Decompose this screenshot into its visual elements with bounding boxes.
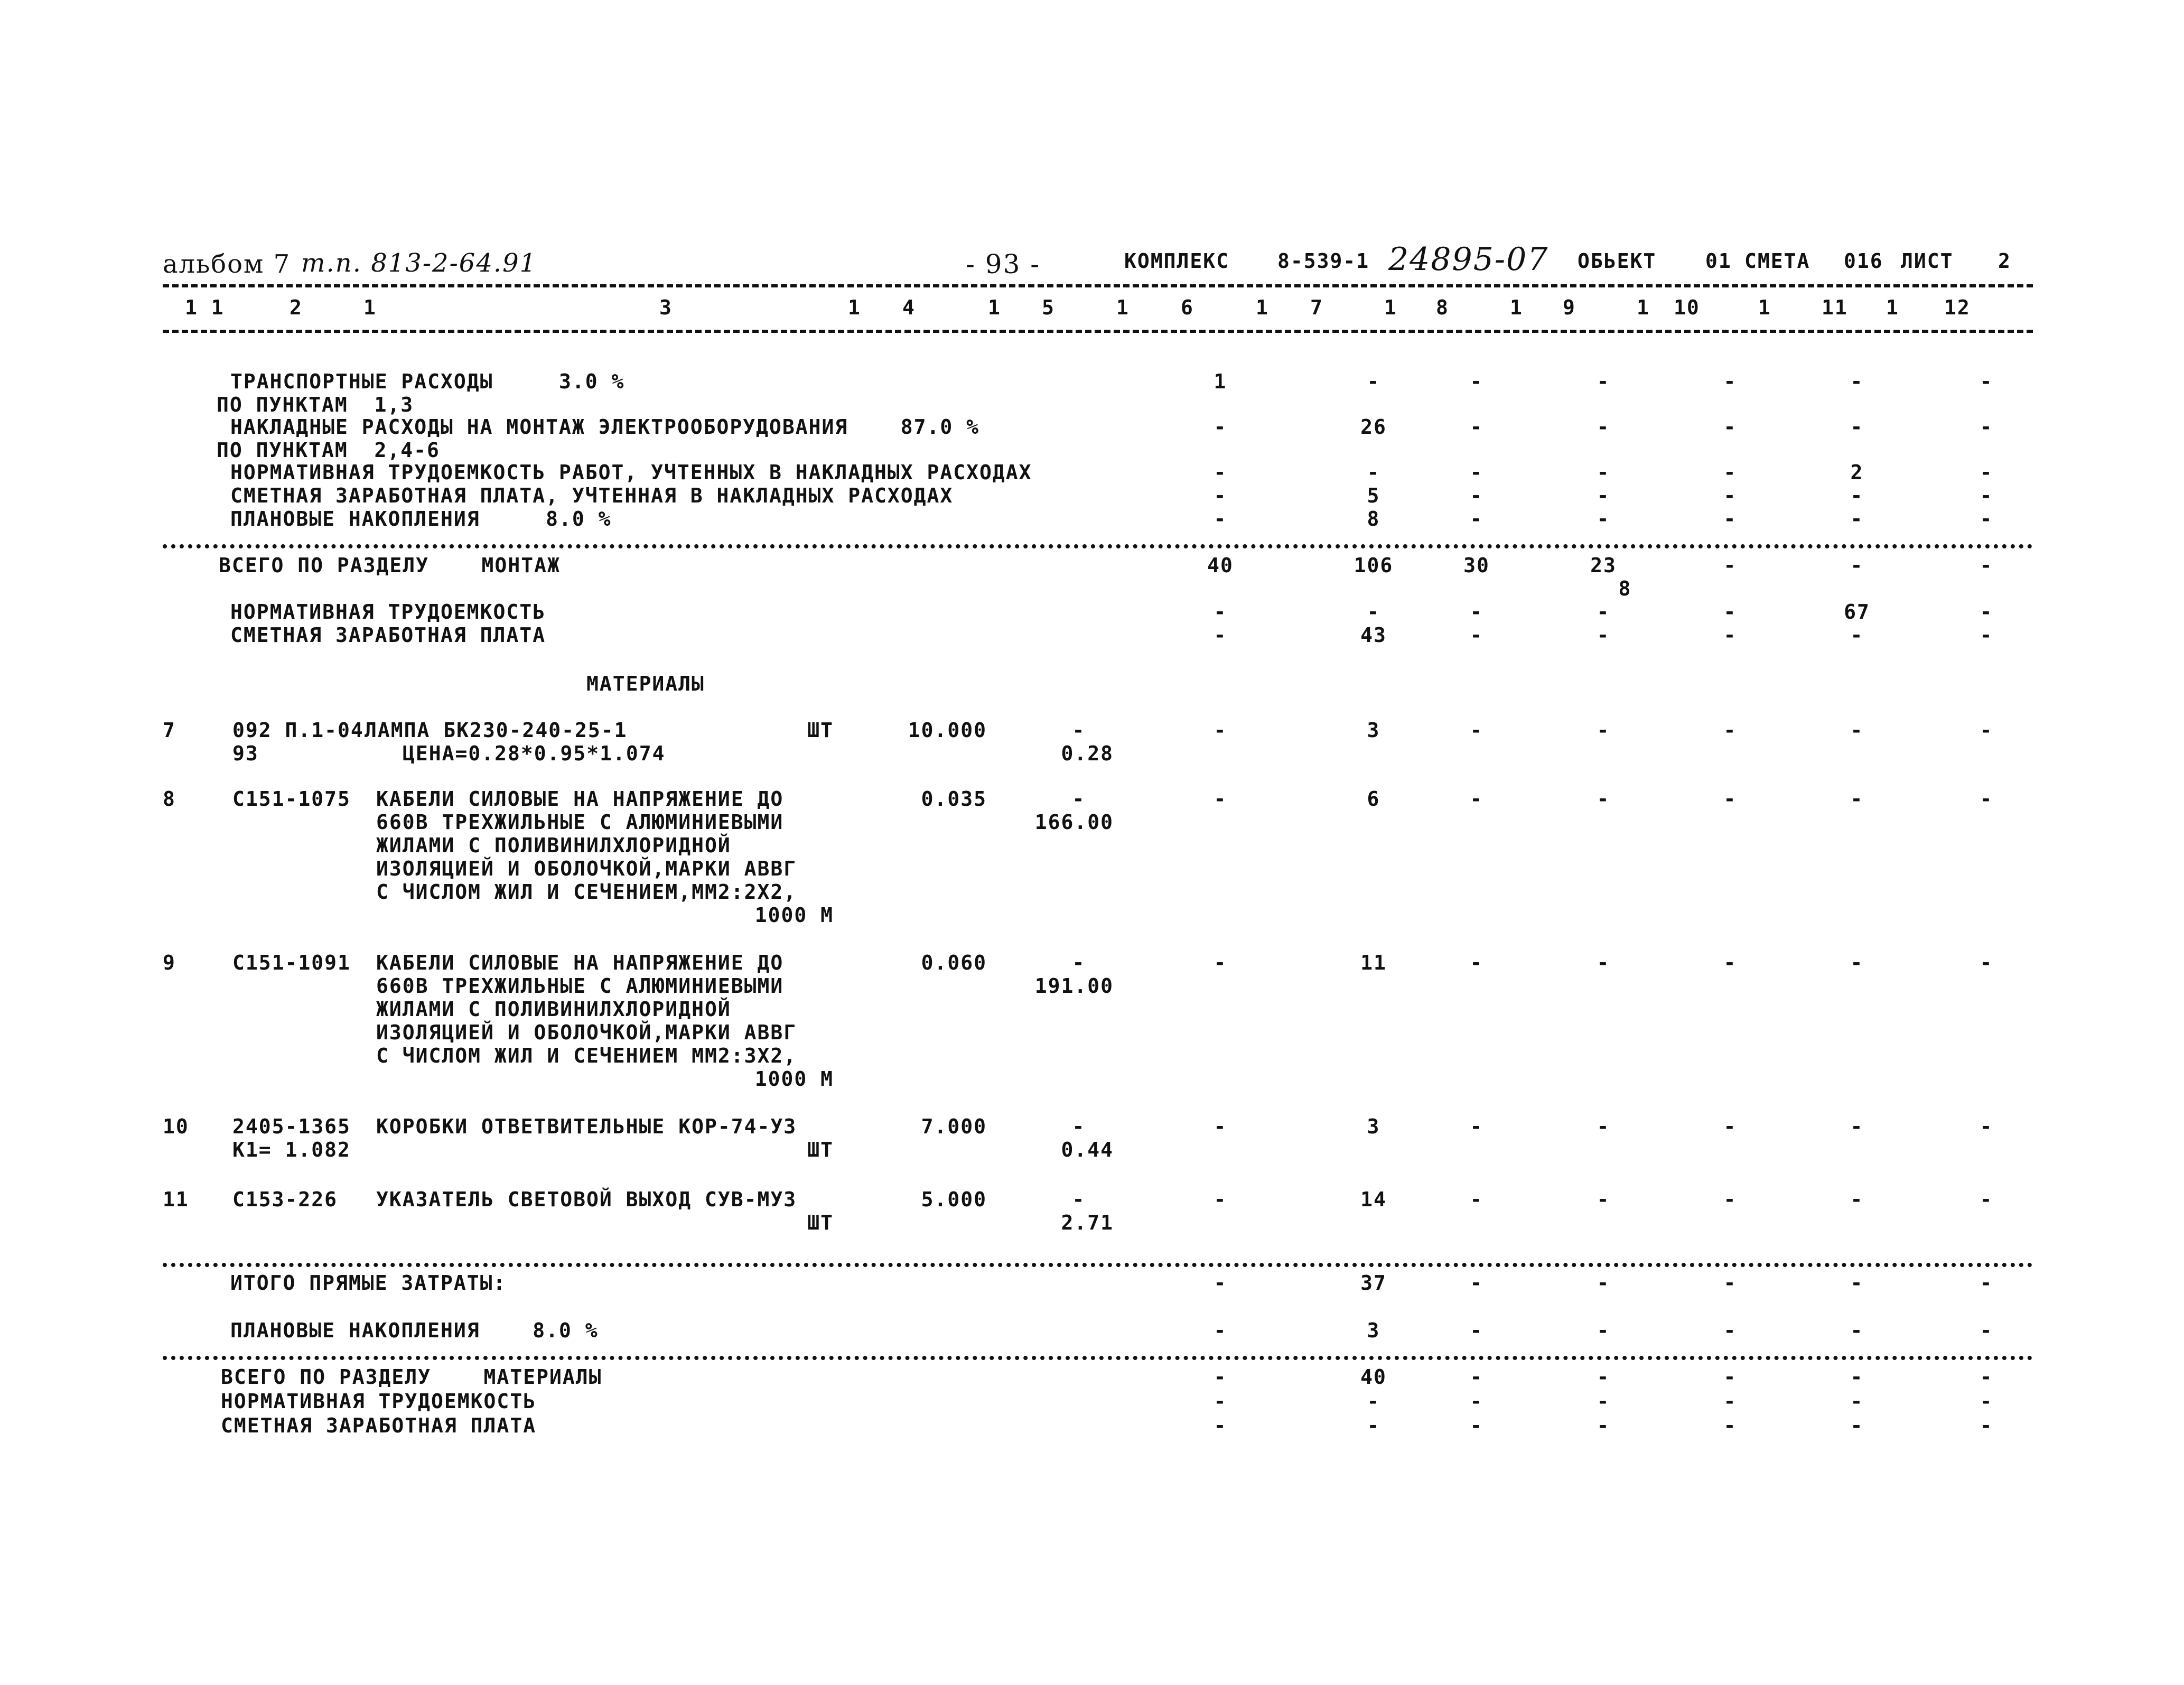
section1-row-1-c11: - — [1850, 370, 1864, 393]
item-10-price: 0.44 — [1061, 1138, 1114, 1161]
section1-total-rule — [163, 544, 2033, 548]
item-11-c8: - — [1470, 1188, 1483, 1211]
section1-row-1-c8: - — [1470, 370, 1483, 393]
section1-row-6: СМЕТНАЯ ЗАРАБОТНАЯ ПЛАТА, УЧТЕННАЯ В НАКЛАДНЫХ РАСХОДАХ — [230, 484, 954, 507]
section2-total-row-2-c6: - — [1214, 1390, 1227, 1413]
section1-extra-row-2-c11: - — [1850, 623, 1864, 647]
section2-total-row-3-c10: - — [1723, 1414, 1737, 1437]
item-8-c9: - — [1597, 787, 1610, 811]
section1-row-6-c11: - — [1850, 484, 1864, 507]
column-header-11: 1 — [1256, 296, 1269, 319]
column-header-1: 1 1 — [185, 296, 225, 319]
planned-savings-c12: - — [1980, 1319, 1993, 1342]
item-11-price-dash: - — [1072, 1188, 1086, 1211]
section1-row-7-c11: - — [1850, 507, 1864, 530]
item-7-c12: - — [1980, 719, 1993, 742]
section1-row-1-c12: - — [1980, 370, 1993, 393]
item-7-unit: ШТ — [807, 719, 834, 742]
sheet-number: 2 — [1998, 249, 2011, 273]
section1-row-5-c11: 2 — [1850, 461, 1864, 484]
item-8-c8: - — [1470, 787, 1483, 811]
direct-costs-c9: - — [1597, 1271, 1610, 1295]
item-9-c12: - — [1980, 951, 1993, 974]
item-7-c11: - — [1850, 719, 1864, 742]
direct-costs-c12: - — [1980, 1271, 1993, 1295]
section1-row-3-c6: - — [1214, 415, 1227, 439]
album-prefix: альбом 7 — [163, 249, 291, 279]
item-9-desc-line-4: ИЗОЛЯЦИЕЙ И ОБОЛОЧКОЙ,МАРКИ АВВГ — [376, 1021, 797, 1044]
item-7-desc-line-extra: ЦЕНА=0.28*0.95*1.074 — [403, 742, 666, 765]
item-10-code-line-2: К1= 1.082 — [232, 1138, 351, 1161]
section1-row-1-c7: - — [1367, 370, 1380, 393]
section1-row-3-c7: 26 — [1360, 415, 1387, 439]
section1-row-6-c6: - — [1214, 484, 1227, 507]
column-header-17: 1 — [1637, 296, 1650, 319]
direct-costs-c8: - — [1470, 1271, 1483, 1295]
section1-row-3-c10: - — [1723, 415, 1737, 439]
section1-row-1-c10: - — [1723, 370, 1737, 393]
column-header-8: 5 — [1042, 296, 1055, 319]
item-10-c9: - — [1597, 1115, 1610, 1138]
column-header-20: 11 — [1822, 296, 1848, 319]
complex-code: 8-539-1 — [1277, 249, 1370, 273]
section2-total-row-1-c8: - — [1470, 1365, 1483, 1389]
planned-savings-c6: - — [1214, 1319, 1227, 1342]
section1-total-c11: - — [1850, 554, 1864, 577]
item-9-c8: - — [1470, 951, 1483, 974]
section1-row-7-c8: - — [1470, 507, 1483, 530]
section1-extra-row-1-c7: - — [1367, 600, 1380, 623]
item-9-c6: - — [1214, 951, 1227, 974]
item-11-desc-line-1: УКАЗАТЕЛЬ СВЕТОВОЙ ВЫХОД СУВ-МУ3 — [376, 1188, 797, 1211]
planned-savings-c8: - — [1470, 1319, 1483, 1342]
column-header-5: 1 — [848, 296, 861, 319]
item-7-c7: 3 — [1367, 719, 1380, 742]
column-header-7: 1 — [988, 296, 1001, 319]
item-8-c11: - — [1850, 787, 1864, 811]
section1-row-3-c11: - — [1850, 415, 1864, 439]
column-header-13: 1 — [1384, 296, 1397, 319]
item-11-c12: - — [1980, 1188, 1993, 1211]
item-9-desc-line-5: С ЧИСЛОМ ЖИЛ И СЕЧЕНИЕМ ММ2:3Х2, — [376, 1044, 797, 1067]
column-header-9: 1 — [1116, 296, 1130, 319]
item-8-c6: - — [1214, 787, 1227, 811]
planned-savings-c11: - — [1850, 1319, 1864, 1342]
item-8-desc-line-2: 660В ТРЕХЖИЛЬНЫЕ С АЛЮМИНИЕВЫМИ — [376, 811, 784, 834]
section1-row-3-c12: - — [1980, 415, 1993, 439]
item-10-c6: - — [1214, 1115, 1227, 1138]
item-10-desc-line-1: КОРОБКИ ОТВЕТВИТЕЛЬНЫЕ КОР-74-У3 — [376, 1115, 797, 1138]
album-code: т.п. 813-2-64.91 — [301, 248, 537, 278]
section1-row-7-c7: 8 — [1367, 507, 1380, 530]
item-7-price-dash: - — [1072, 719, 1086, 742]
item-10-c11: - — [1850, 1115, 1864, 1138]
section1-extra-row-2-c12: - — [1980, 623, 1993, 647]
section2-total-row-1-c6: - — [1214, 1365, 1227, 1389]
item-9-unit: 1000 М — [754, 1067, 834, 1091]
section1-extra-row-2-c10: - — [1723, 623, 1737, 647]
planned-savings-label: ПЛАНОВЫЕ НАКОПЛЕНИЯ 8.0 % — [230, 1319, 599, 1342]
column-header-19: 1 — [1758, 296, 1771, 319]
item-7-number: 7 — [163, 719, 176, 742]
direct-costs-label: ИТОГО ПРЯМЫЕ ЗАТРАТЫ: — [230, 1271, 507, 1295]
direct-costs-c10: - — [1723, 1271, 1737, 1295]
item-11-c9: - — [1597, 1188, 1610, 1211]
direct-costs-c7: 37 — [1360, 1271, 1387, 1295]
header-bottom-rule — [163, 330, 2033, 333]
column-header-12: 7 — [1310, 296, 1323, 319]
section1-total-c10: - — [1723, 554, 1737, 577]
item-9-price: 191.00 — [1034, 974, 1114, 998]
section1-row-6-c7: 5 — [1367, 484, 1380, 507]
item-7-c8: - — [1470, 719, 1483, 742]
direct-costs-c11: - — [1850, 1271, 1864, 1295]
section2-total-row-2-c12: - — [1980, 1390, 1993, 1413]
section1-row-7-c9: - — [1597, 507, 1610, 530]
item-10-code: 2405-1365 — [232, 1115, 351, 1138]
item-7-c6: - — [1214, 719, 1227, 742]
section2-total-row-2: НОРМАТИВНАЯ ТРУДОЕМКОСТЬ — [221, 1390, 537, 1413]
item-10-c7: 3 — [1367, 1115, 1380, 1138]
section1-row-2: ПО ПУНКТАМ 1,3 — [217, 393, 414, 416]
item-11-number: 11 — [163, 1188, 189, 1211]
item-8-desc-line-1: КАБЕЛИ СИЛОВЫЕ НА НАПРЯЖЕНИЕ ДО — [376, 787, 784, 811]
section1-extra-row-2-c7: 43 — [1360, 623, 1387, 647]
item-11-c10: - — [1723, 1188, 1737, 1211]
item-8-price-dash: - — [1072, 787, 1086, 811]
column-header-21: 1 — [1886, 296, 1899, 319]
section2-total-row-3-c12: - — [1980, 1414, 1993, 1437]
column-header-22: 12 — [1944, 296, 1971, 319]
section1-row-6-c8: - — [1470, 484, 1483, 507]
estimate-number: 016 — [1844, 249, 1883, 273]
section1-row-1-c6: 1 — [1214, 370, 1227, 393]
section2-total-row-2-c11: - — [1850, 1390, 1864, 1413]
item-11-unit: ШТ — [807, 1211, 834, 1234]
item-9-desc-line-1: КАБЕЛИ СИЛОВЫЕ НА НАПРЯЖЕНИЕ ДО — [376, 951, 784, 974]
sheet-label: ЛИСТ — [1901, 249, 1954, 273]
section1-row-7-c6: - — [1214, 507, 1227, 530]
section2-total-row-1-c10: - — [1723, 1365, 1737, 1389]
direct-costs-rule — [163, 1263, 2033, 1267]
item-7-c10: - — [1723, 719, 1737, 742]
item-10-unit: ШТ — [807, 1138, 834, 1161]
column-header-6: 4 — [902, 296, 916, 319]
item-10-price-dash: - — [1072, 1115, 1086, 1138]
section1-row-3: НАКЛАДНЫЕ РАСХОДЫ НА МОНТАЖ ЭЛЕКТРООБОРУДОВАНИЯ 87.0 % — [230, 415, 980, 439]
item-11-price: 2.71 — [1061, 1211, 1114, 1234]
section2-total-row-3: СМЕТНАЯ ЗАРАБОТНАЯ ПЛАТА — [221, 1414, 537, 1437]
item-9-price-dash: - — [1072, 951, 1086, 974]
section1-row-5-c10: - — [1723, 461, 1737, 484]
item-10-number: 10 — [163, 1115, 189, 1138]
section1-row-6-c10: - — [1723, 484, 1737, 507]
section1-extra-row-1-c12: - — [1980, 600, 1993, 623]
section2-total-row-3-c8: - — [1470, 1414, 1483, 1437]
item-8-desc-line-5: С ЧИСЛОМ ЖИЛ И СЕЧЕНИЕМ,ММ2:2Х2, — [376, 880, 797, 904]
page-number: - 93 - — [966, 249, 1041, 280]
item-7-price: 0.28 — [1061, 742, 1114, 765]
item-8-desc-line-3: ЖИЛАМИ С ПОЛИВИНИЛХЛОРИДНОЙ — [376, 834, 731, 857]
item-11-c7: 14 — [1360, 1188, 1387, 1211]
column-header-3: 1 — [363, 296, 377, 319]
section1-extra-row-1-c8: - — [1470, 600, 1483, 623]
estimate-label: СМЕТА — [1744, 249, 1810, 273]
item-7-code: 092 П.1-04 — [232, 719, 364, 742]
section1-total-c7: 106 — [1354, 554, 1394, 577]
item-10-quantity: 7.000 — [921, 1115, 987, 1138]
section1-extra-row-1-c10: - — [1723, 600, 1737, 623]
item-8-c12: - — [1980, 787, 1993, 811]
section1-total-c8: 30 — [1463, 554, 1490, 577]
section1-total-label: ВСЕГО ПО РАЗДЕЛУ МОНТАЖ — [219, 554, 561, 577]
item-7-quantity: 10.000 — [908, 719, 987, 742]
section1-row-7: ПЛАНОВЫЕ НАКОПЛЕНИЯ 8.0 % — [230, 507, 612, 530]
item-8-number: 8 — [163, 787, 176, 811]
section1-row-4: ПО ПУНКТАМ 2,4-6 — [217, 439, 440, 462]
section2-total-row-1-c7: 40 — [1360, 1365, 1387, 1389]
section2-total-row-3-c6: - — [1214, 1414, 1227, 1437]
item-9-c11: - — [1850, 951, 1864, 974]
planned-savings-c10: - — [1723, 1319, 1737, 1342]
section1-row-5-c8: - — [1470, 461, 1483, 484]
item-9-desc-line-3: ЖИЛАМИ С ПОЛИВИНИЛХЛОРИДНОЙ — [376, 998, 731, 1021]
section2-total-row-1-c11: - — [1850, 1365, 1864, 1389]
object-number: 01 — [1705, 249, 1732, 273]
section2-total-row-2-c9: - — [1597, 1390, 1610, 1413]
section2-total-row-3-c7: - — [1367, 1414, 1380, 1437]
section1-row-5-c7: - — [1367, 461, 1380, 484]
planned-savings-c7: 3 — [1367, 1319, 1380, 1342]
section1-extra-row-2-c6: - — [1214, 623, 1227, 647]
section1-row-7-c10: - — [1723, 507, 1737, 530]
section1-total-c12: - — [1980, 554, 1993, 577]
item-10-c12: - — [1980, 1115, 1993, 1138]
column-header-15: 1 — [1510, 296, 1523, 319]
section1-extra-row-1-c11: 67 — [1844, 600, 1870, 623]
section2-total-row-1-c9: - — [1597, 1365, 1610, 1389]
section1-row-5-c9: - — [1597, 461, 1610, 484]
object-label: ОБЬЕКТ — [1578, 249, 1657, 273]
section1-row-1-c9: - — [1597, 370, 1610, 393]
section1-row-5-c12: - — [1980, 461, 1993, 484]
item-11-quantity: 5.000 — [921, 1188, 987, 1211]
column-header-16: 9 — [1563, 296, 1576, 319]
column-header-2: 2 — [290, 296, 303, 319]
direct-costs-c6: - — [1214, 1271, 1227, 1295]
item-7-desc-line-1: ЛАМПА БК230-240-25-1 — [365, 719, 628, 742]
planned-savings-c9: - — [1597, 1319, 1610, 1342]
section2-total-row-3-c9: - — [1597, 1414, 1610, 1437]
column-header-14: 8 — [1436, 296, 1449, 319]
section2-total-row-2-c7: - — [1367, 1390, 1380, 1413]
item-8-quantity: 0.035 — [921, 787, 987, 811]
section1-row-6-c9: - — [1597, 484, 1610, 507]
section2-total-row-2-c8: - — [1470, 1390, 1483, 1413]
section1-extra-row-1: НОРМАТИВНАЯ ТРУДОЕМКОСТЬ — [230, 600, 546, 623]
section1-row-5: НОРМАТИВНАЯ ТРУДОЕМКОСТЬ РАБОТ, УЧТЕННЫХ В НАКЛАДНЫХ РАСХОДАХ — [230, 461, 1032, 484]
section1-extra-row-2-c8: - — [1470, 623, 1483, 647]
section1-row-5-c6: - — [1214, 461, 1227, 484]
section1-extra-row-1-c9: - — [1597, 600, 1610, 623]
materials-title: МАТЕРИАЛЫ — [586, 672, 705, 695]
item-11-c11: - — [1850, 1188, 1864, 1211]
item-8-price: 166.00 — [1034, 811, 1114, 834]
complex-label: КОМПЛЕКС — [1124, 249, 1230, 273]
item-11-code: С153-226 — [232, 1188, 338, 1211]
item-9-quantity: 0.060 — [921, 951, 987, 974]
section1-extra-row-1-c6: - — [1214, 600, 1227, 623]
section1-row-7-c12: - — [1980, 507, 1993, 530]
item-7-code-line-2: 93 — [232, 742, 259, 765]
section2-total-row-2-c10: - — [1723, 1390, 1737, 1413]
section1-extra-row-2: СМЕТНАЯ ЗАРАБОТНАЯ ПЛАТА — [230, 623, 546, 647]
item-9-desc-line-2: 660В ТРЕХЖИЛЬНЫЕ С АЛЮМИНИЕВЫМИ — [376, 974, 784, 998]
section1-row-1: ТРАНСПОРТНЫЕ РАСХОДЫ 3.0 % — [230, 370, 625, 393]
section2-total-row-1-c12: - — [1980, 1365, 1993, 1389]
section1-row-3-c8: - — [1470, 415, 1483, 439]
item-11-c6: - — [1214, 1188, 1227, 1211]
section1-row-3-c9: - — [1597, 415, 1610, 439]
section2-total-row-3-c11: - — [1850, 1414, 1864, 1437]
item-8-code: С151-1075 — [232, 787, 351, 811]
item-9-c9: - — [1597, 951, 1610, 974]
item-8-unit: 1000 М — [754, 904, 834, 927]
column-header-10: 6 — [1181, 296, 1194, 319]
header-top-rule — [163, 284, 2033, 287]
item-8-c10: - — [1723, 787, 1737, 811]
section1-total-c6: 40 — [1207, 554, 1234, 577]
section1-total-c9: 23 — [1590, 554, 1617, 577]
item-9-code: С151-1091 — [232, 951, 351, 974]
item-9-number: 9 — [163, 951, 176, 974]
item-10-c8: - — [1470, 1115, 1483, 1138]
item-9-c7: 11 — [1360, 951, 1387, 974]
section2-total-row-1: ВСЕГО ПО РАЗДЕЛУ МАТЕРИАЛЫ — [221, 1365, 602, 1389]
section1-total-c9-sub: 8 — [1618, 577, 1632, 600]
column-header-18: 10 — [1674, 296, 1700, 319]
item-7-c9: - — [1597, 719, 1610, 742]
item-8-desc-line-4: ИЗОЛЯЦИЕЙ И ОБОЛОЧКОЙ,МАРКИ АВВГ — [376, 857, 797, 880]
section1-row-6-c12: - — [1980, 484, 1993, 507]
column-header-4: 3 — [659, 296, 673, 319]
item-8-c7: 6 — [1367, 787, 1380, 811]
item-10-c10: - — [1723, 1115, 1737, 1138]
complex-handwritten: 24895-07 — [1388, 241, 1549, 278]
section2-total-rule — [163, 1356, 2033, 1360]
item-9-c10: - — [1723, 951, 1737, 974]
section1-extra-row-2-c9: - — [1597, 623, 1610, 647]
